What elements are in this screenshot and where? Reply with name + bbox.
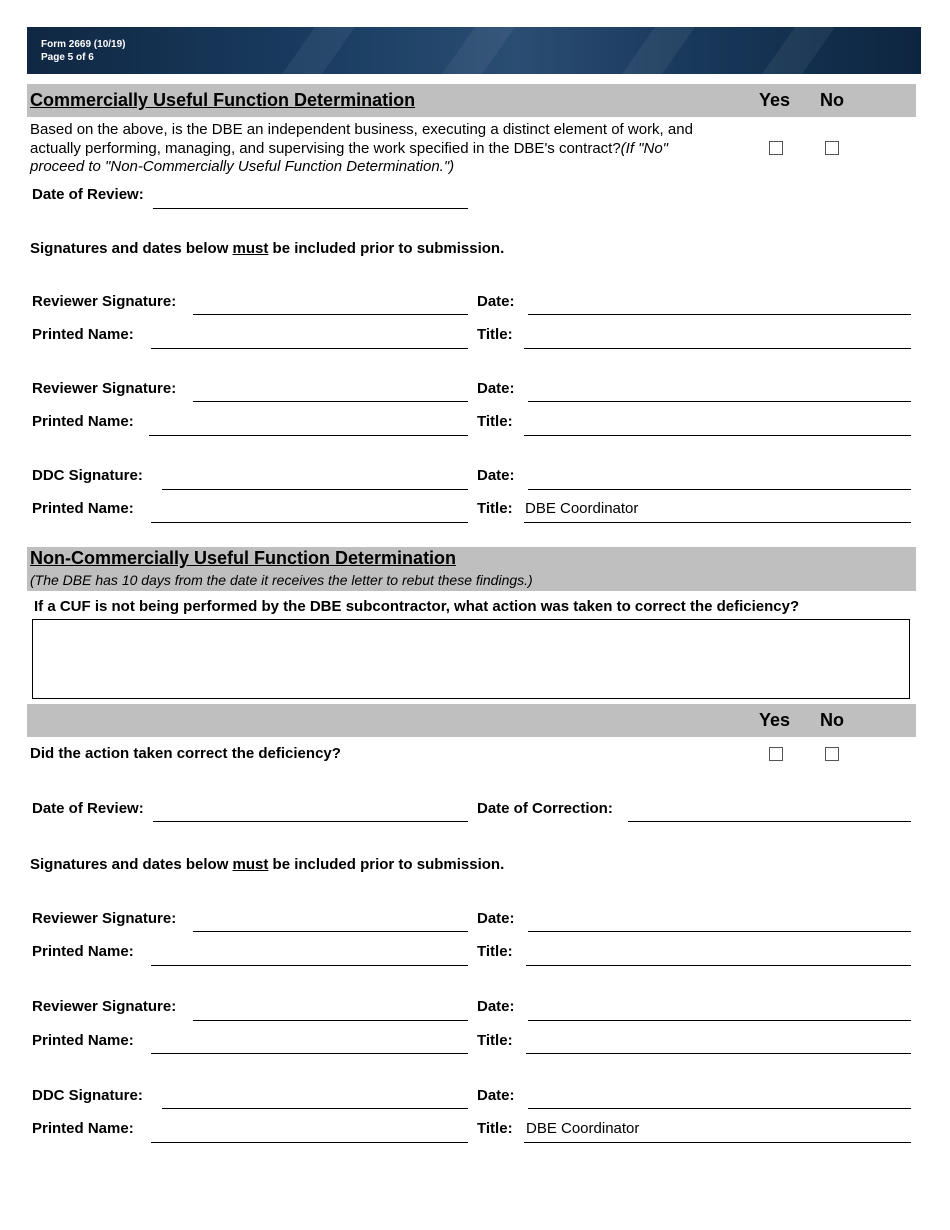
form-number: Form 2669 (10/19) bbox=[41, 39, 126, 50]
noncuf-reviewer1-signature-field[interactable] bbox=[193, 931, 468, 932]
noncuf-yes-header: Yes bbox=[759, 710, 791, 730]
noncuf-date-of-review-field[interactable] bbox=[153, 821, 468, 822]
cuf-reviewer1-name-field[interactable] bbox=[151, 348, 468, 349]
cuf-no-checkbox[interactable] bbox=[825, 141, 839, 155]
noncuf-signature-notice: Signatures and dates below must be included prior to submission. bbox=[30, 856, 505, 873]
noncuf-corrected-question: Did the action taken correct the deficiency? bbox=[30, 745, 341, 762]
noncuf-reviewer1-signature-label: Reviewer Signature: bbox=[32, 910, 177, 927]
noncuf-reviewer2-title-field[interactable] bbox=[526, 1053, 911, 1054]
cuf-reviewer1-date-label: Date: bbox=[477, 293, 515, 310]
noncuf-reviewer1-name-label: Printed Name: bbox=[32, 943, 134, 960]
cuf-date-of-review-label: Date of Review: bbox=[32, 186, 144, 203]
noncuf-date-of-review-label: Date of Review: bbox=[32, 800, 144, 817]
noncuf-action-textarea[interactable] bbox=[32, 619, 910, 699]
cuf-reviewer1-title-label: Title: bbox=[477, 326, 513, 343]
form-id bbox=[41, 38, 126, 64]
noncuf-yes-checkbox[interactable] bbox=[769, 747, 783, 761]
noncuf-reviewer2-title-label: Title: bbox=[477, 1032, 513, 1049]
cuf-ddc-title-value[interactable]: DBE Coordinator bbox=[525, 500, 639, 517]
noncuf-no-checkbox[interactable] bbox=[825, 747, 839, 761]
noncuf-ddc-title-field bbox=[524, 1142, 911, 1143]
noncuf-reviewer2-signature-field[interactable] bbox=[193, 1020, 468, 1021]
page-number: Page 5 of 6 bbox=[41, 52, 94, 63]
noncuf-ddc-name-label: Printed Name: bbox=[32, 1120, 134, 1137]
header-banner bbox=[27, 27, 921, 74]
cuf-reviewer2-date-field[interactable] bbox=[528, 401, 911, 402]
cuf-ddc-date-label: Date: bbox=[477, 467, 515, 484]
noncuf-ddc-signature-field[interactable] bbox=[162, 1108, 468, 1109]
cuf-reviewer1-name-label: Printed Name: bbox=[32, 326, 134, 343]
cuf-yes-checkbox[interactable] bbox=[769, 141, 783, 155]
noncuf-reviewer1-title-label: Title: bbox=[477, 943, 513, 960]
noncuf-ddc-title-value[interactable]: DBE Coordinator bbox=[526, 1120, 640, 1137]
noncuf-no-header: No bbox=[820, 710, 844, 730]
noncuf-reviewer2-date-field[interactable] bbox=[528, 1020, 911, 1021]
cuf-reviewer2-name-label: Printed Name: bbox=[32, 413, 134, 430]
noncuf-reviewer2-signature-label: Reviewer Signature: bbox=[32, 998, 177, 1015]
noncuf-date-of-correction-field[interactable] bbox=[628, 821, 911, 822]
noncuf-action-question: If a CUF is not being performed by the DBE subcontractor, what action was taken to correct the deficiency? bbox=[34, 598, 800, 615]
noncuf-section-title: Non-Commercially Useful Function Determination bbox=[30, 548, 457, 568]
cuf-reviewer2-name-field[interactable] bbox=[149, 435, 468, 436]
noncuf-reviewer1-date-label: Date: bbox=[477, 910, 515, 927]
noncuf-reviewer2-name-label: Printed Name: bbox=[32, 1032, 134, 1049]
noncuf-subtitle: (The DBE has 10 days from the date it receives the letter to rebut these findings.) bbox=[30, 572, 533, 588]
cuf-section-title: Commercially Useful Function Determination bbox=[30, 90, 416, 110]
cuf-reviewer2-date-label: Date: bbox=[477, 380, 515, 397]
cuf-ddc-signature-field[interactable] bbox=[162, 489, 468, 490]
cuf-reviewer2-title-label: Title: bbox=[477, 413, 513, 430]
cuf-reviewer1-signature-label: Reviewer Signature: bbox=[32, 293, 177, 310]
cuf-date-of-review-field[interactable] bbox=[153, 208, 468, 209]
cuf-reviewer1-date-field[interactable] bbox=[528, 314, 911, 315]
cuf-ddc-date-field[interactable] bbox=[528, 489, 911, 490]
noncuf-ddc-date-field[interactable] bbox=[528, 1108, 911, 1109]
cuf-ddc-title-field bbox=[524, 522, 911, 523]
cuf-reviewer2-signature-field[interactable] bbox=[193, 401, 468, 402]
cuf-reviewer2-signature-label: Reviewer Signature: bbox=[32, 380, 177, 397]
noncuf-ddc-title-label: Title: bbox=[477, 1120, 513, 1137]
cuf-reviewer2-title-field[interactable] bbox=[524, 435, 911, 436]
cuf-ddc-title-label: Title: bbox=[477, 500, 513, 517]
noncuf-ddc-signature-label: DDC Signature: bbox=[32, 1087, 143, 1104]
cuf-reviewer1-title-field[interactable] bbox=[524, 348, 911, 349]
cuf-ddc-name-field[interactable] bbox=[151, 522, 468, 523]
cuf-signature-notice: Signatures and dates below must be included prior to submission. bbox=[30, 240, 505, 257]
noncuf-ddc-date-label: Date: bbox=[477, 1087, 515, 1104]
noncuf-reviewer2-name-field[interactable] bbox=[151, 1053, 468, 1054]
noncuf-ddc-name-field[interactable] bbox=[151, 1142, 468, 1143]
cuf-no-header: No bbox=[820, 90, 844, 110]
cuf-yes-header: Yes bbox=[759, 90, 791, 110]
cuf-ddc-signature-label: DDC Signature: bbox=[32, 467, 143, 484]
noncuf-date-of-correction-label: Date of Correction: bbox=[477, 800, 613, 817]
noncuf-reviewer1-title-field[interactable] bbox=[526, 965, 911, 966]
noncuf-reviewer1-date-field[interactable] bbox=[528, 931, 911, 932]
cuf-question: Based on the above, is the DBE an independent business, executing a distinct element of work, and actually performing, managing, and supervising the work specified in the DBE's contract?(If "No" proceed to "Non-Commercially Useful Function Determination.") bbox=[30, 121, 693, 175]
noncuf-reviewer2-date-label: Date: bbox=[477, 998, 515, 1015]
cuf-reviewer1-signature-field[interactable] bbox=[193, 314, 468, 315]
noncuf-reviewer1-name-field[interactable] bbox=[151, 965, 468, 966]
cuf-ddc-name-label: Printed Name: bbox=[32, 500, 134, 517]
